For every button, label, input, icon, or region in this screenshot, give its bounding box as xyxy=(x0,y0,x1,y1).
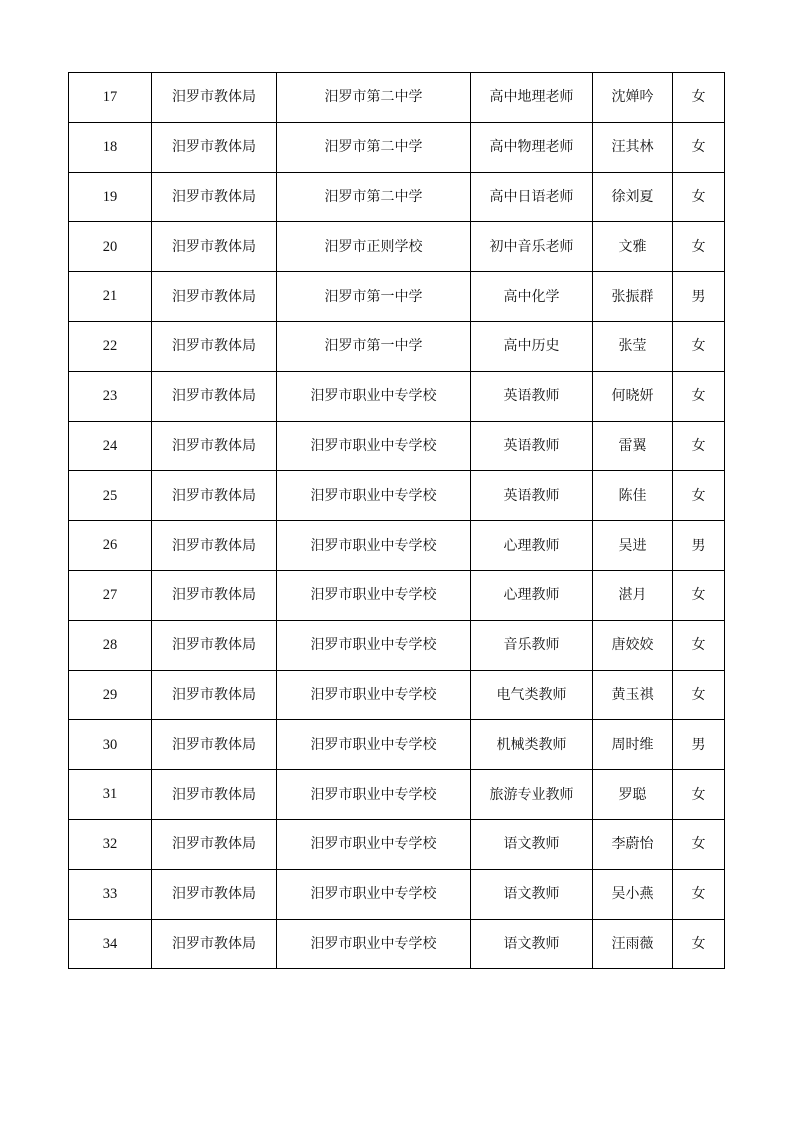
table-row xyxy=(69,272,725,322)
table-row xyxy=(69,321,725,371)
roster-table-body xyxy=(69,73,725,969)
cell-name: 湛月 xyxy=(593,570,673,620)
cell-number: 19 xyxy=(69,172,152,222)
cell-position: 旅游专业教师 xyxy=(471,770,593,820)
cell-name: 吴进 xyxy=(593,521,673,571)
cell-gender: 女 xyxy=(673,570,725,620)
cell-position: 英语教师 xyxy=(471,421,593,471)
cell-department: 汨罗市教体局 xyxy=(152,172,277,222)
cell-gender: 女 xyxy=(673,819,725,869)
cell-department: 汨罗市教体局 xyxy=(152,222,277,272)
table-row xyxy=(69,919,725,969)
cell-gender: 女 xyxy=(673,919,725,969)
cell-position: 英语教师 xyxy=(471,471,593,521)
cell-position: 心理教师 xyxy=(471,521,593,571)
cell-position: 机械类教师 xyxy=(471,720,593,770)
cell-school: 汨罗市第一中学 xyxy=(277,321,471,371)
cell-name: 何晓妍 xyxy=(593,371,673,421)
cell-name: 唐姣姣 xyxy=(593,620,673,670)
cell-department: 汨罗市教体局 xyxy=(152,919,277,969)
cell-number: 22 xyxy=(69,321,152,371)
cell-department: 汨罗市教体局 xyxy=(152,521,277,571)
cell-school: 汨罗市职业中专学校 xyxy=(277,521,471,571)
table-row xyxy=(69,371,725,421)
cell-number: 30 xyxy=(69,720,152,770)
cell-name: 陈佳 xyxy=(593,471,673,521)
cell-number: 23 xyxy=(69,371,152,421)
cell-gender: 男 xyxy=(673,272,725,322)
cell-name: 雷翼 xyxy=(593,421,673,471)
cell-position: 英语教师 xyxy=(471,371,593,421)
cell-name: 汪其林 xyxy=(593,122,673,172)
cell-number: 20 xyxy=(69,222,152,272)
cell-school: 汨罗市职业中专学校 xyxy=(277,720,471,770)
cell-school: 汨罗市职业中专学校 xyxy=(277,371,471,421)
cell-department: 汨罗市教体局 xyxy=(152,620,277,670)
cell-number: 29 xyxy=(69,670,152,720)
cell-gender: 女 xyxy=(673,73,725,123)
cell-gender: 女 xyxy=(673,670,725,720)
cell-gender: 女 xyxy=(673,869,725,919)
cell-department: 汨罗市教体局 xyxy=(152,770,277,820)
cell-number: 31 xyxy=(69,770,152,820)
cell-school: 汨罗市职业中专学校 xyxy=(277,670,471,720)
cell-position: 音乐教师 xyxy=(471,620,593,670)
cell-gender: 女 xyxy=(673,222,725,272)
cell-gender: 女 xyxy=(673,321,725,371)
cell-school: 汨罗市职业中专学校 xyxy=(277,869,471,919)
cell-school: 汨罗市正则学校 xyxy=(277,222,471,272)
cell-name: 徐刘夏 xyxy=(593,172,673,222)
cell-position: 语文教师 xyxy=(471,819,593,869)
cell-position: 高中地理老师 xyxy=(471,73,593,123)
cell-number: 25 xyxy=(69,471,152,521)
cell-position: 心理教师 xyxy=(471,570,593,620)
cell-department: 汨罗市教体局 xyxy=(152,321,277,371)
cell-school: 汨罗市职业中专学校 xyxy=(277,570,471,620)
table-row xyxy=(69,670,725,720)
cell-name: 周时维 xyxy=(593,720,673,770)
cell-school: 汨罗市第二中学 xyxy=(277,172,471,222)
cell-name: 黄玉祺 xyxy=(593,670,673,720)
cell-number: 33 xyxy=(69,869,152,919)
cell-school: 汨罗市职业中专学校 xyxy=(277,919,471,969)
cell-name: 李蔚怡 xyxy=(593,819,673,869)
cell-department: 汨罗市教体局 xyxy=(152,272,277,322)
cell-gender: 男 xyxy=(673,720,725,770)
table-row xyxy=(69,570,725,620)
table-row xyxy=(69,73,725,123)
cell-position: 高中日语老师 xyxy=(471,172,593,222)
cell-school: 汨罗市职业中专学校 xyxy=(277,819,471,869)
cell-position: 语文教师 xyxy=(471,919,593,969)
cell-gender: 女 xyxy=(673,421,725,471)
roster-table xyxy=(68,72,725,969)
table-row xyxy=(69,521,725,571)
cell-department: 汨罗市教体局 xyxy=(152,819,277,869)
cell-school: 汨罗市第二中学 xyxy=(277,73,471,123)
cell-school: 汨罗市职业中专学校 xyxy=(277,421,471,471)
cell-school: 汨罗市职业中专学校 xyxy=(277,770,471,820)
cell-position: 电气类教师 xyxy=(471,670,593,720)
cell-name: 文雅 xyxy=(593,222,673,272)
cell-department: 汨罗市教体局 xyxy=(152,670,277,720)
cell-gender: 女 xyxy=(673,122,725,172)
cell-school: 汨罗市第二中学 xyxy=(277,122,471,172)
cell-number: 18 xyxy=(69,122,152,172)
cell-school: 汨罗市第一中学 xyxy=(277,272,471,322)
cell-number: 27 xyxy=(69,570,152,620)
cell-gender: 女 xyxy=(673,770,725,820)
table-row xyxy=(69,222,725,272)
roster-sheet xyxy=(68,72,724,969)
cell-name: 张莹 xyxy=(593,321,673,371)
cell-department: 汨罗市教体局 xyxy=(152,421,277,471)
cell-department: 汨罗市教体局 xyxy=(152,73,277,123)
cell-department: 汨罗市教体局 xyxy=(152,570,277,620)
cell-gender: 女 xyxy=(673,371,725,421)
cell-name: 罗聪 xyxy=(593,770,673,820)
table-row xyxy=(69,869,725,919)
cell-position: 高中历史 xyxy=(471,321,593,371)
cell-number: 26 xyxy=(69,521,152,571)
table-row xyxy=(69,421,725,471)
cell-department: 汨罗市教体局 xyxy=(152,869,277,919)
cell-number: 32 xyxy=(69,819,152,869)
cell-department: 汨罗市教体局 xyxy=(152,720,277,770)
cell-position: 高中化学 xyxy=(471,272,593,322)
cell-department: 汨罗市教体局 xyxy=(152,471,277,521)
table-row xyxy=(69,819,725,869)
cell-department: 汨罗市教体局 xyxy=(152,371,277,421)
cell-gender: 男 xyxy=(673,521,725,571)
cell-number: 17 xyxy=(69,73,152,123)
table-row xyxy=(69,471,725,521)
cell-number: 28 xyxy=(69,620,152,670)
cell-department: 汨罗市教体局 xyxy=(152,122,277,172)
cell-gender: 女 xyxy=(673,172,725,222)
table-row xyxy=(69,172,725,222)
cell-name: 吴小燕 xyxy=(593,869,673,919)
cell-position: 高中物理老师 xyxy=(471,122,593,172)
cell-gender: 女 xyxy=(673,471,725,521)
table-row xyxy=(69,122,725,172)
cell-school: 汨罗市职业中专学校 xyxy=(277,620,471,670)
table-row xyxy=(69,720,725,770)
cell-number: 21 xyxy=(69,272,152,322)
cell-name: 沈婵吟 xyxy=(593,73,673,123)
cell-number: 24 xyxy=(69,421,152,471)
cell-number: 34 xyxy=(69,919,152,969)
cell-school: 汨罗市职业中专学校 xyxy=(277,471,471,521)
cell-position: 语文教师 xyxy=(471,869,593,919)
cell-name: 张振群 xyxy=(593,272,673,322)
cell-gender: 女 xyxy=(673,620,725,670)
cell-name: 汪雨薇 xyxy=(593,919,673,969)
table-row xyxy=(69,620,725,670)
cell-position: 初中音乐老师 xyxy=(471,222,593,272)
table-row xyxy=(69,770,725,820)
